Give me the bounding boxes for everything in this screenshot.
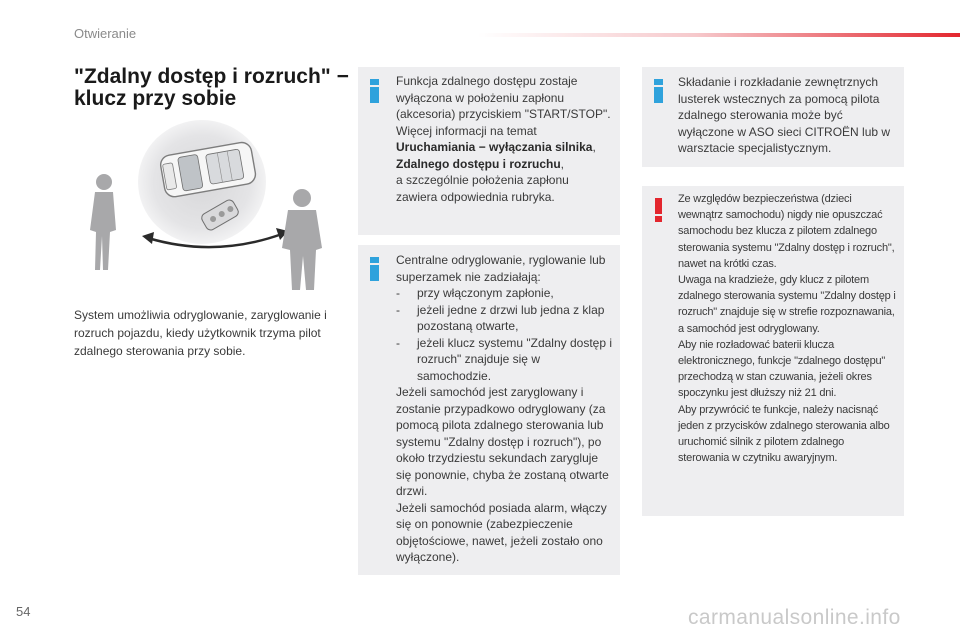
warning-p2: Uwaga na kradzieże, gdy klucz z pilotem zdalnego sterowania systemu "Zdalny dostęp i rozruch" znajduje się w strefie rozpoznawania, a samochód jest odryglowany. [678,274,896,335]
list-item: - jeżeli jedne z drzwi lub jedna z klap pozostaną otwarte, [396,302,605,333]
warning-p4: Aby przywrócić te funkcje, należy nacisnąć jeden z przycisków zdalnego sterowania albo uruchomić silnik z pilotem zdalnego sterowania w czytniku awaryjnym. [678,403,890,465]
info-box-mirrors [642,67,904,167]
info-box-locking-p2: Jeżeli samochód jest zaryglowany i zostanie przypadkowo odryglowany (za pomocą pilota zdalnego sterowania lub systemu "Zdalny dostęp i rozruch"), po około trzydziestu sekundach zarygluje się ponownie, chyba że zostaną otwarte drzwi. [396,385,609,498]
warning-p1: Ze względów bezpieczeństwa (dzieci wewnątrz samochodu) nigdy nie opuszczać samochodu bez klucza z pilotem zdalnego sterowania systemu "Zdalny dostęp i rozruch", nawet na krótki czas. [678,193,895,270]
info-icon [370,257,379,281]
info-box-locking-lead: Centralne odryglowanie, ryglowanie lub superzamek nie zadziałają: [396,253,606,284]
info-box-ignition-p1: Funkcja zdalnego dostępu zostaje wyłączona w położeniu zapłonu (akcesoria) przyciskiem "START/STOP". [396,74,611,121]
section-title: Otwieranie [74,26,137,41]
warning-box-safety [642,186,904,516]
page-title-line1: "Zdalny dostęp i rozruch" − [74,65,349,88]
watermark: carmanualsonline.info [688,606,901,629]
page-title [74,66,354,110]
info-box-ignition-p2: Więcej informacji na temat Uruchamiania − wyłączania silnika, Zdalnego dostępu i rozruchu, a szczególnie położenia zapłonu zawiera odpowiednia rubryka. [396,123,596,204]
info-box-mirrors-text: Składanie i rozkładanie zewnętrznych lusterek wstecznych za pomocą pilota zdalnego sterowania może być wyłączone w ASO sieci CITROËN lub w warsztacie specjalistycznym. [678,75,891,155]
info-box-ignition [358,67,620,235]
warning-icon [655,198,662,222]
info-box-locking-p3: Jeżeli samochód posiada alarm, włączy się on ponownie (zabezpieczenie objętościowe, nawet, jeżeli zostało ono wyłączone). [396,500,607,564]
intro-text: System umożliwia odryglowanie, zaryglowanie i rozruch pojazdu, kiedy użytkownik trzyma pilot zdalnego sterowania przy sobie. [74,308,327,358]
warning-p3: Aby nie rozładować baterii klucza elektronicznego, funkcje "zdalnego dostępu" przechodzą w stan czuwania, jeżeli okres spoczynku jest dłuższy niż 21 dni. [678,338,886,400]
list-item: - przy włączonym zapłonie, [396,286,554,300]
keyless-illustration [70,120,360,300]
person-man-icon [282,189,322,290]
info-box-locking [358,245,620,575]
info-icon [370,79,379,103]
info-icon [654,79,663,103]
page-number: 54 [16,604,31,619]
header-bar [478,33,960,37]
list-item: - jeżeli klucz systemu "Zdalny dostęp i rozruch" znajduje się w samochodzie. [396,335,613,383]
person-woman-icon [90,174,116,270]
page-title-line2: klucz przy sobie [74,87,237,110]
